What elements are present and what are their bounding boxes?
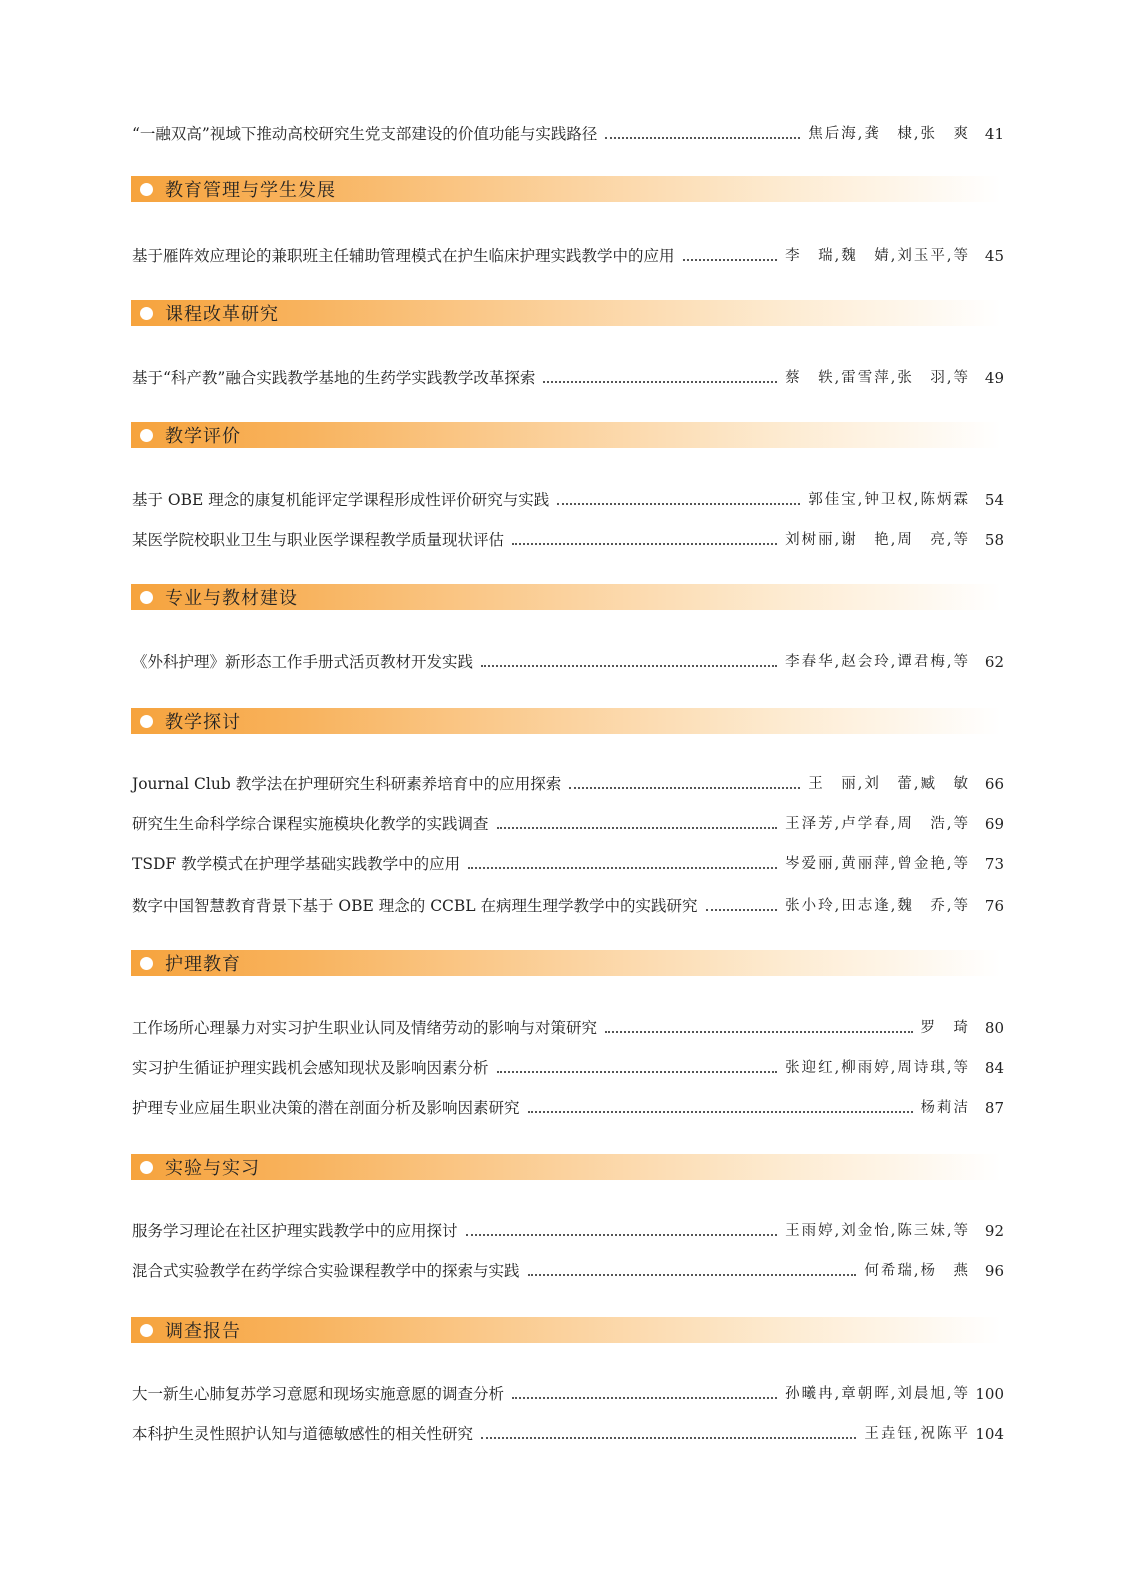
page-number: 96 <box>984 1262 1004 1280</box>
section-label: 教学评价 <box>165 426 241 447</box>
dot-leader <box>481 1437 856 1439</box>
dot-leader <box>605 1031 912 1033</box>
page-number: 84 <box>984 1059 1004 1077</box>
page-number: 49 <box>984 369 1004 387</box>
page-number: 92 <box>984 1222 1004 1240</box>
bullet-dot-icon <box>140 183 153 196</box>
section-label: 实验与实习 <box>165 1158 260 1179</box>
article-authors: 杨莉洁 <box>920 1100 970 1116</box>
page-number: 41 <box>984 125 1004 143</box>
section-label: 调查报告 <box>165 1321 241 1342</box>
article-authors: 何希瑞,杨 燕 <box>864 1263 970 1279</box>
article-authors: 王 丽,刘 蕾,臧 敏 <box>808 776 970 792</box>
article-authors: 张迎红,柳雨婷,周诗琪,等 <box>785 1060 970 1076</box>
article-title: “一融双高”视域下推动高校研究生党支部建设的价值功能与实践路径 <box>132 125 598 143</box>
page-number: 45 <box>984 247 1004 265</box>
bullet-dot-icon <box>140 1324 153 1337</box>
toc-entry[interactable] <box>132 240 1004 266</box>
section-label: 教育管理与学生发展 <box>165 180 336 201</box>
article-authors: 李 瑞,魏 婧,刘玉平,等 <box>785 248 970 264</box>
article-authors: 焦后海,龚 棣,张 爽 <box>808 126 970 142</box>
page-number: 69 <box>984 815 1004 833</box>
page-number: 73 <box>984 855 1004 873</box>
page-number: 87 <box>984 1099 1004 1117</box>
article-authors: 张小玲,田志逢,魏 乔,等 <box>785 898 970 914</box>
dot-leader <box>683 259 778 261</box>
section-header <box>131 1317 1001 1343</box>
dot-leader <box>481 665 777 667</box>
toc-entry[interactable] <box>132 1418 1004 1444</box>
section-header <box>131 950 1001 976</box>
section-label: 护理教育 <box>165 954 241 975</box>
section-label: 专业与教材建设 <box>165 588 298 609</box>
toc-entry[interactable] <box>132 524 1004 550</box>
article-authors: 王雨婷,刘金怡,陈三妹,等 <box>785 1223 970 1239</box>
dot-leader <box>557 503 800 505</box>
toc-entry[interactable] <box>132 484 1004 510</box>
article-title: 实习护生循证护理实践机会感知现状及影响因素分析 <box>132 1059 489 1077</box>
toc-entry[interactable] <box>132 1378 1004 1404</box>
article-authors: 岑爱丽,黄丽萍,曾金艳,等 <box>785 856 970 872</box>
toc-entry[interactable] <box>132 1092 1004 1118</box>
article-title: 基于雁阵效应理论的兼职班主任辅助管理模式在护生临床护理实践教学中的应用 <box>132 247 675 265</box>
article-title: 基于“科产教”融合实践教学基地的生药学实践教学改革探索 <box>132 369 536 387</box>
bullet-dot-icon <box>140 429 153 442</box>
toc-entry[interactable] <box>132 808 1004 834</box>
toc-entry[interactable] <box>132 1052 1004 1078</box>
section-label: 课程改革研究 <box>165 304 279 325</box>
article-authors: 郭佳宝,钟卫权,陈炳霖 <box>808 492 970 508</box>
toc-entry[interactable] <box>132 1255 1004 1281</box>
article-title: 基于 OBE 理念的康复机能评定学课程形成性评价研究与实践 <box>132 491 550 509</box>
dot-leader <box>497 827 778 829</box>
dot-leader <box>543 381 777 383</box>
bullet-dot-icon <box>140 1161 153 1174</box>
article-authors: 蔡 轶,雷雪萍,张 羽,等 <box>785 370 970 386</box>
toc-entry[interactable] <box>132 646 1004 672</box>
page-number: 58 <box>984 531 1004 549</box>
page-number: 66 <box>984 775 1004 793</box>
page-number: 80 <box>984 1019 1004 1037</box>
page-number: 54 <box>984 491 1004 509</box>
dot-leader <box>528 1274 857 1276</box>
section-header <box>131 300 1001 326</box>
article-authors: 李春华,赵会玲,谭君梅,等 <box>785 654 970 670</box>
article-title: 本科护生灵性照护认知与道德敏感性的相关性研究 <box>132 1425 474 1443</box>
article-authors: 王泽芳,卢学春,周 浩,等 <box>785 816 970 832</box>
article-title: 工作场所心理暴力对实习护生职业认同及情绪劳动的影响与对策研究 <box>132 1019 598 1037</box>
article-title: 研究生生命科学综合课程实施模块化教学的实践调查 <box>132 815 489 833</box>
dot-leader <box>528 1111 913 1113</box>
article-authors: 刘树丽,谢 艳,周 亮,等 <box>785 532 970 548</box>
page-number: 100 <box>975 1385 1004 1403</box>
toc-entry[interactable] <box>132 1012 1004 1038</box>
toc-entry[interactable] <box>132 768 1004 794</box>
article-authors: 孙曦冉,章朝晖,刘晨旭,等 <box>785 1386 970 1402</box>
article-authors: 罗 琦 <box>920 1020 970 1036</box>
article-title: 护理专业应届生职业决策的潜在剖面分析及影响因素研究 <box>132 1099 520 1117</box>
article-title: TSDF 教学模式在护理学基础实践教学中的应用 <box>132 855 461 873</box>
article-title: 数字中国智慧教育背景下基于 OBE 理念的 CCBL 在病理生理学教学中的实践研究 <box>132 897 698 915</box>
section-header <box>131 1154 1001 1180</box>
dot-leader <box>468 867 777 869</box>
section-header <box>131 422 1001 448</box>
bullet-dot-icon <box>140 307 153 320</box>
toc-entry[interactable] <box>132 362 1004 388</box>
dot-leader <box>605 137 800 139</box>
article-title: 《外科护理》新形态工作手册式活页教材开发实践 <box>132 653 474 671</box>
dot-leader <box>466 1234 778 1236</box>
article-title: 大一新生心肺复苏学习意愿和现场实施意愿的调查分析 <box>132 1385 505 1403</box>
bullet-dot-icon <box>140 591 153 604</box>
article-title: 服务学习理论在社区护理实践教学中的应用探讨 <box>132 1222 458 1240</box>
section-header <box>131 176 1001 202</box>
article-title: Journal Club 教学法在护理研究生科研素养培育中的应用探索 <box>132 775 562 793</box>
dot-leader <box>512 543 777 545</box>
toc-entry[interactable] <box>132 1215 1004 1241</box>
page-number: 76 <box>984 897 1004 915</box>
dot-leader <box>512 1397 777 1399</box>
section-label: 教学探讨 <box>165 712 241 733</box>
article-title: 某医学院校职业卫生与职业医学课程教学质量现状评估 <box>132 531 505 549</box>
page-number: 62 <box>984 653 1004 671</box>
toc-entry[interactable] <box>132 848 1004 874</box>
section-header <box>131 708 1001 734</box>
page-number: 104 <box>975 1425 1004 1443</box>
bullet-dot-icon <box>140 957 153 970</box>
bullet-dot-icon <box>140 715 153 728</box>
dot-leader <box>569 787 800 789</box>
section-header <box>131 584 1001 610</box>
dot-leader <box>497 1071 778 1073</box>
article-authors: 王垚钰,祝陈平 <box>864 1426 970 1442</box>
toc-entry[interactable] <box>132 890 1004 916</box>
dot-leader <box>706 909 778 911</box>
toc-entry[interactable] <box>132 118 1004 144</box>
article-title: 混合式实验教学在药学综合实验课程教学中的探索与实践 <box>132 1262 520 1280</box>
